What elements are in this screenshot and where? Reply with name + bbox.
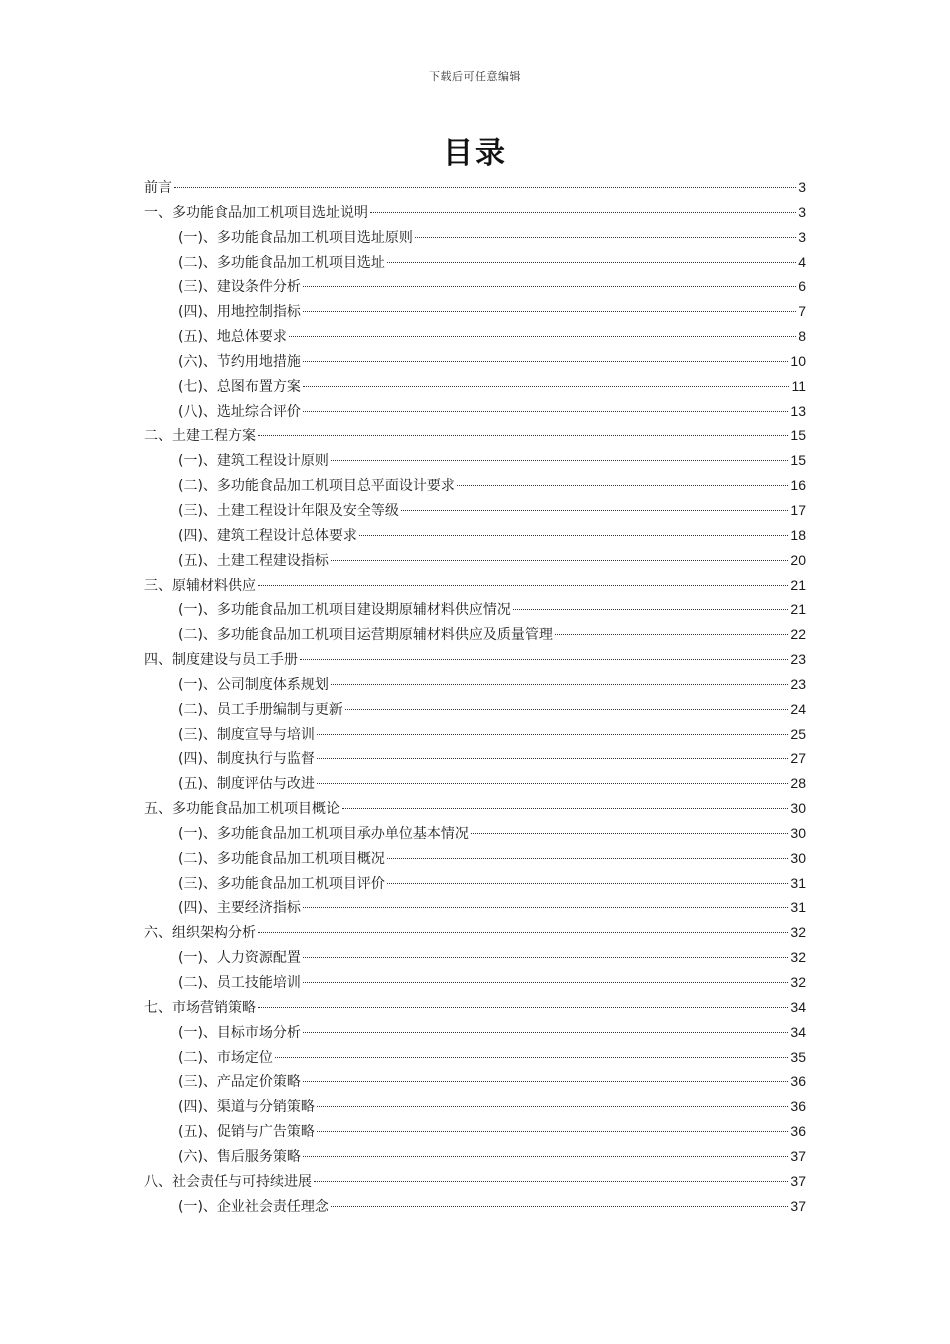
toc-section-entry[interactable]	[144, 1045, 806, 1070]
toc-dot-leader	[303, 982, 788, 983]
toc-entry-page-number: 37	[790, 1197, 806, 1214]
toc-entry-page-number: 18	[790, 526, 806, 543]
toc-entry-label: 八、社会责任与可持续进展	[144, 1173, 312, 1190]
toc-entry-page-number: 8	[798, 328, 806, 345]
toc-entry-label: (一)、多功能食品加工机项目选址原则	[178, 229, 413, 246]
toc-section-entry[interactable]	[144, 846, 806, 871]
toc-entry-page-number: 21	[790, 601, 806, 618]
toc-entry-label: (八)、选址综合评价	[178, 403, 301, 420]
toc-entry-page-number: 23	[790, 651, 806, 668]
toc-chapter-entry[interactable]	[144, 573, 806, 598]
toc-entry-label: 二、土建工程方案	[144, 428, 256, 445]
toc-section-entry[interactable]	[144, 1119, 806, 1144]
toc-section-entry[interactable]	[144, 895, 806, 920]
toc-entry-label: (三)、建设条件分析	[178, 279, 301, 296]
toc-entry-page-number: 27	[790, 750, 806, 767]
toc-entry-page-number: 31	[790, 874, 806, 891]
toc-entry-page-number: 30	[790, 824, 806, 841]
toc-dot-leader	[331, 684, 788, 685]
toc-section-entry[interactable]	[144, 1069, 806, 1094]
toc-section-entry[interactable]	[144, 274, 806, 299]
toc-entry-page-number: 10	[790, 352, 806, 369]
table-of-contents	[144, 175, 806, 1218]
toc-dot-leader	[303, 286, 796, 287]
toc-entry-page-number: 34	[790, 998, 806, 1015]
toc-entry-label: (二)、市场定位	[178, 1049, 273, 1066]
toc-entry-page-number: 20	[790, 551, 806, 568]
toc-dot-leader	[317, 1131, 788, 1132]
toc-entry-page-number: 3	[798, 228, 806, 245]
toc-dot-leader	[258, 1007, 788, 1008]
toc-section-entry[interactable]	[144, 523, 806, 548]
toc-entry-page-number: 37	[790, 1147, 806, 1164]
toc-entry-page-number: 31	[790, 899, 806, 916]
toc-dot-leader	[345, 709, 788, 710]
toc-entry-label: (六)、节约用地措施	[178, 353, 301, 370]
toc-dot-leader	[387, 858, 788, 859]
toc-entry-label: (二)、多功能食品加工机项目总平面设计要求	[178, 478, 455, 495]
toc-entry-label: (三)、土建工程设计年限及安全等级	[178, 502, 399, 519]
toc-dot-leader	[314, 1181, 788, 1182]
toc-section-entry[interactable]	[144, 970, 806, 995]
toc-entry-label: 一、多功能食品加工机项目选址说明	[144, 204, 368, 221]
toc-section-entry[interactable]	[144, 821, 806, 846]
toc-entry-page-number: 28	[790, 775, 806, 792]
toc-entry-label: (三)、多功能食品加工机项目评价	[178, 875, 385, 892]
toc-entry-page-number: 22	[790, 626, 806, 643]
toc-entry-label: (五)、土建工程建设指标	[178, 552, 329, 569]
toc-entry-page-number: 30	[790, 800, 806, 817]
toc-entry-label: (一)、企业社会责任理念	[178, 1198, 329, 1215]
toc-section-entry[interactable]	[144, 622, 806, 647]
toc-entry-page-number: 30	[790, 849, 806, 866]
toc-entry-page-number: 6	[798, 278, 806, 295]
toc-entry-page-number: 32	[790, 974, 806, 990]
toc-dot-leader	[415, 237, 796, 238]
toc-chapter-entry[interactable]	[144, 995, 806, 1020]
toc-section-entry[interactable]	[144, 250, 806, 275]
toc-entry-page-number: 36	[790, 1123, 806, 1140]
toc-entry-label: (四)、用地控制指标	[178, 304, 301, 321]
toc-entry-page-number: 37	[790, 1172, 806, 1189]
toc-entry-label: (一)、目标市场分析	[178, 1024, 301, 1041]
toc-dot-leader	[303, 1032, 788, 1033]
toc-chapter-entry[interactable]	[144, 1169, 806, 1194]
toc-dot-leader	[331, 1206, 788, 1207]
toc-entry-label: (一)、多功能食品加工机项目承办单位基本情况	[178, 825, 469, 842]
toc-section-entry[interactable]	[144, 399, 806, 424]
header-note: 下载后可任意编辑	[429, 70, 521, 83]
toc-entry-label: (四)、建筑工程设计总体要求	[178, 527, 357, 544]
toc-section-entry[interactable]	[144, 374, 806, 399]
toc-section-entry[interactable]	[144, 771, 806, 796]
toc-chapter-entry[interactable]	[144, 175, 806, 200]
toc-entry-label: (一)、建筑工程设计原则	[178, 453, 329, 470]
toc-entry-label: (四)、主要经济指标	[178, 900, 301, 917]
toc-dot-leader	[258, 435, 788, 436]
toc-entry-page-number: 7	[798, 303, 806, 320]
toc-dot-leader	[317, 783, 788, 784]
toc-section-entry[interactable]	[144, 473, 806, 498]
toc-entry-page-number: 32	[790, 949, 806, 966]
toc-section-entry[interactable]	[144, 548, 806, 573]
toc-section-entry[interactable]	[144, 597, 806, 622]
toc-entry-label: 六、组织架构分析	[144, 925, 256, 942]
toc-chapter-entry[interactable]	[144, 920, 806, 945]
toc-dot-leader	[471, 833, 788, 834]
toc-dot-leader	[359, 535, 788, 536]
toc-entry-label: (二)、多功能食品加工机项目运营期原辅材料供应及质量管理	[178, 627, 553, 644]
toc-dot-leader	[331, 460, 788, 461]
toc-entry-page-number: 21	[790, 576, 806, 593]
toc-dot-leader	[513, 609, 788, 610]
toc-entry-label: (三)、制度宣导与培训	[178, 726, 315, 743]
toc-dot-leader	[258, 932, 788, 933]
toc-entry-label: (七)、总图布置方案	[178, 378, 301, 395]
toc-chapter-entry[interactable]	[144, 796, 806, 821]
toc-entry-page-number: 32	[790, 924, 806, 941]
toc-section-entry[interactable]	[144, 871, 806, 896]
toc-dot-leader	[317, 758, 788, 759]
toc-dot-leader	[303, 361, 788, 362]
toc-entry-label: (一)、人力资源配置	[178, 950, 301, 967]
toc-dot-leader	[258, 585, 788, 586]
toc-section-entry[interactable]	[144, 225, 806, 250]
toc-entry-label: (二)、员工手册编制与更新	[178, 701, 343, 718]
toc-dot-leader	[303, 411, 788, 412]
toc-entry-page-number: 16	[790, 477, 806, 494]
toc-entry-page-number: 36	[790, 1098, 806, 1115]
toc-entry-page-number: 3	[798, 203, 806, 220]
toc-entry-page-number: 13	[790, 402, 806, 419]
toc-entry-label: (五)、制度评估与改进	[178, 776, 315, 793]
toc-entry-page-number: 25	[790, 725, 806, 742]
toc-dot-leader	[317, 734, 788, 735]
toc-entry-page-number: 4	[798, 253, 806, 270]
toc-section-entry[interactable]	[144, 1020, 806, 1045]
toc-section-entry[interactable]	[144, 672, 806, 697]
toc-dot-leader	[387, 883, 788, 884]
toc-entry-label: (二)、多功能食品加工机项目选址	[178, 254, 385, 271]
toc-entry-label: (六)、售后服务策略	[178, 1148, 301, 1165]
toc-entry-label: 七、市场营销策略	[144, 999, 256, 1016]
toc-entry-label: (二)、员工技能培训	[178, 975, 301, 991]
toc-chapter-entry[interactable]	[144, 200, 806, 225]
toc-section-entry[interactable]	[144, 498, 806, 523]
toc-section-entry[interactable]	[144, 1094, 806, 1119]
page-title: 目录	[443, 136, 507, 171]
toc-entry-label: (一)、公司制度体系规划	[178, 676, 329, 693]
toc-entry-label: (四)、制度执行与监督	[178, 751, 315, 768]
toc-entry-page-number: 11	[791, 377, 806, 394]
toc-section-entry[interactable]	[144, 722, 806, 747]
toc-section-entry[interactable]	[144, 1144, 806, 1169]
toc-entry-label: (五)、地总体要求	[178, 329, 287, 346]
toc-dot-leader	[317, 1106, 788, 1107]
toc-dot-leader	[401, 510, 788, 511]
toc-dot-leader	[457, 485, 788, 486]
toc-entry-label: 前言	[144, 180, 172, 196]
toc-entry-page-number: 35	[790, 1048, 806, 1065]
toc-dot-leader	[303, 1081, 788, 1082]
toc-dot-leader	[342, 808, 788, 809]
toc-section-entry[interactable]	[144, 299, 806, 324]
toc-entry-page-number: 3	[798, 179, 806, 195]
toc-entry-label: (五)、促销与广告策略	[178, 1124, 315, 1141]
toc-entry-label: 三、原辅材料供应	[144, 577, 256, 594]
toc-entry-label: 四、制度建设与员工手册	[144, 652, 298, 669]
toc-dot-leader	[303, 1156, 788, 1157]
toc-dot-leader	[300, 659, 788, 660]
toc-section-entry[interactable]	[144, 746, 806, 771]
toc-section-entry[interactable]	[144, 324, 806, 349]
toc-section-entry[interactable]	[144, 697, 806, 722]
toc-chapter-entry[interactable]	[144, 423, 806, 448]
toc-entry-page-number: 15	[790, 427, 806, 444]
toc-section-entry[interactable]	[144, 349, 806, 374]
toc-entry-label: (一)、多功能食品加工机项目建设期原辅材料供应情况	[178, 602, 511, 619]
toc-dot-leader	[370, 212, 796, 213]
toc-dot-leader	[174, 187, 796, 188]
toc-dot-leader	[303, 957, 788, 958]
toc-entry-label: (二)、多功能食品加工机项目概况	[178, 850, 385, 867]
toc-dot-leader	[303, 311, 796, 312]
toc-dot-leader	[387, 262, 796, 263]
toc-chapter-entry[interactable]	[144, 647, 806, 672]
toc-entry-label: (三)、产品定价策略	[178, 1074, 301, 1091]
toc-entry-page-number: 24	[790, 700, 806, 717]
toc-section-entry[interactable]	[144, 448, 806, 473]
toc-dot-leader	[303, 386, 790, 387]
toc-entry-page-number: 17	[790, 501, 806, 518]
toc-entry-page-number: 15	[790, 452, 806, 469]
toc-entry-label: (四)、渠道与分销策略	[178, 1099, 315, 1116]
toc-entry-page-number: 36	[790, 1073, 806, 1090]
toc-dot-leader	[303, 907, 788, 908]
toc-dot-leader	[331, 560, 788, 561]
toc-section-entry[interactable]	[144, 945, 806, 970]
toc-dot-leader	[555, 634, 788, 635]
toc-entry-label: 五、多功能食品加工机项目概论	[144, 801, 340, 818]
toc-dot-leader	[289, 336, 796, 337]
toc-entry-page-number: 34	[790, 1023, 806, 1040]
toc-entry-page-number: 23	[790, 675, 806, 692]
toc-dot-leader	[275, 1057, 788, 1058]
toc-section-entry[interactable]	[144, 1194, 806, 1219]
